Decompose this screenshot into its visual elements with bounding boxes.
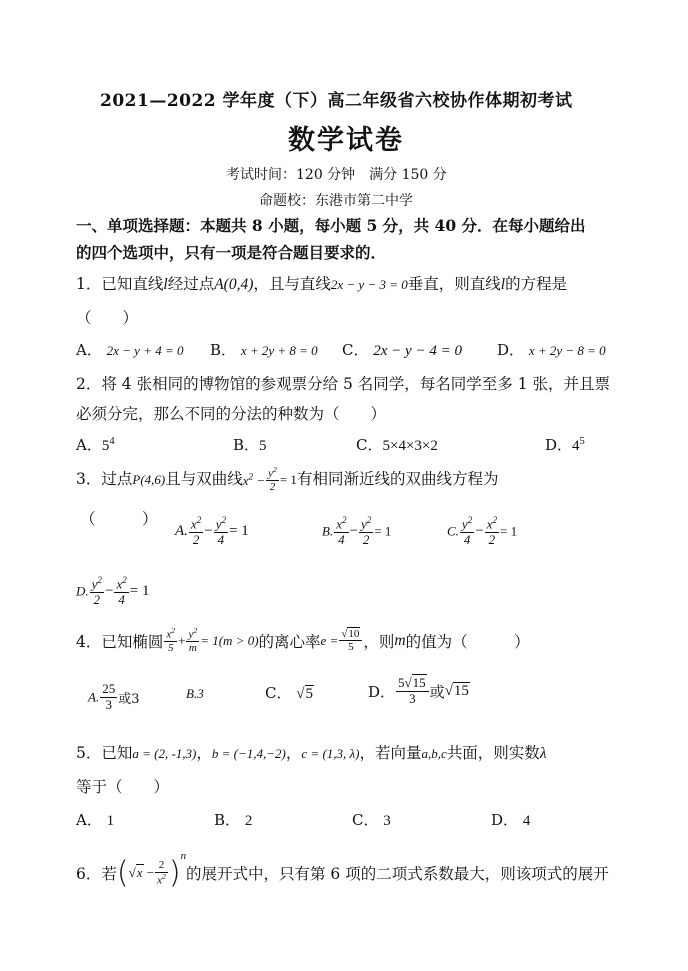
question-2-line1: 2．将 4 张相同的博物馆的参观票分给 5 名同学，每名同学至多 1 张，并且票 [76, 375, 611, 393]
q3-option-a: A. $\frac{x^2}{2}$ − $\frac{y^2}{4}$ = 1 [175, 515, 249, 548]
school-line: 命题校：东港市第二中学 [259, 193, 413, 209]
exam-header-line: 2021—2022 学年度（下）高二年级省六校协作体期初考试 [100, 91, 573, 111]
q3-option-d: D. $\frac{y^2}{2}$ − $\frac{x^2}{4}$ = 1 [76, 575, 150, 608]
q3-option-b: B. $\frac{x^2}{4}$ − $\frac{y^2}{2}$ = 1 [322, 515, 392, 548]
q2-option-b: B．5 [233, 436, 267, 454]
question-3-blank: （ ） [80, 510, 158, 528]
question-1-blank: （ ） [76, 309, 139, 327]
question-5-line2: 等于（ ） [76, 778, 170, 796]
q1-option-d: D． x + 2y − 8 = 0 [497, 341, 606, 359]
q3-option-c: C. $\frac{y^2}{4}$ − $\frac{x^2}{2}$ = 1 [447, 515, 518, 548]
question-2-line2: 必须分完，那么不同的分法的种数为（ ） [76, 405, 387, 423]
q4-option-d: D． $\frac{5√15}{3}$ 或√15 [368, 675, 469, 706]
q2-option-c: C．5×4×3×2 [356, 436, 438, 454]
q4-option-c: C． √5 [265, 684, 313, 702]
q5-option-d: D． 4 [491, 811, 531, 829]
question-1-stem: 1．已知直线l经过点A(0,4)，且与直线2x − y − 3 = 0垂直，则直线l的方程是 [76, 275, 568, 293]
question-6-stem: 6．若(√x − $\frac{2}{x^2}$ )$^n$的展开式中，只有第 6 项的二项式系数最大，则该项式的展开 [76, 850, 609, 891]
q2-option-d: D．$4^5$ [545, 436, 585, 454]
question-5-stem: 5．已知a = (2, -1,3)，b = (−1,4,−2)，c = (1,3, λ)，若向量a,b,c共面，则实数λ [76, 744, 547, 762]
q1-option-b: B． x + 2y + 8 = 0 [210, 341, 318, 359]
q1-option-c: C． 2x − y − 4 = 0 [342, 341, 462, 359]
section-heading-line1: 一、单项选择题：本题共 8 小题，每小题 5 分，共 40 分．在每小题给出 [76, 216, 586, 235]
q2-option-a: A．$5^4$ [76, 436, 115, 454]
exam-info: 考试时间：120 分钟 满分 150 分 [226, 167, 447, 183]
q5-option-c: C． 3 [352, 811, 391, 829]
q4-option-b: B.3 [186, 686, 204, 701]
section-heading-line2: 的四个选项中，只有一项是符合题目要求的． [76, 243, 387, 262]
q5-option-b: B． 2 [214, 811, 253, 829]
question-4-stem: 4．已知椭圆 $\frac{x^2}{5}$ + $\frac{y^2}{m}$ = 1(m > 0)的离心率e = $\frac{√10}{5}$ ，则m的值为（ ） [76, 626, 530, 655]
page-title: 数学试卷 [288, 125, 404, 156]
question-3-stem: 3．过点P(4,6)且与双曲线$x^2$ − $\frac{y^2}{2}$ = 1有相同渐近线的双曲线方程为 [76, 465, 499, 494]
q5-option-a: A． 1 [76, 811, 115, 829]
q4-option-a: A. $\frac{25}{3}$ 或3 [88, 681, 140, 712]
q1-option-a: A． 2x − y + 4 = 0 [76, 341, 184, 359]
